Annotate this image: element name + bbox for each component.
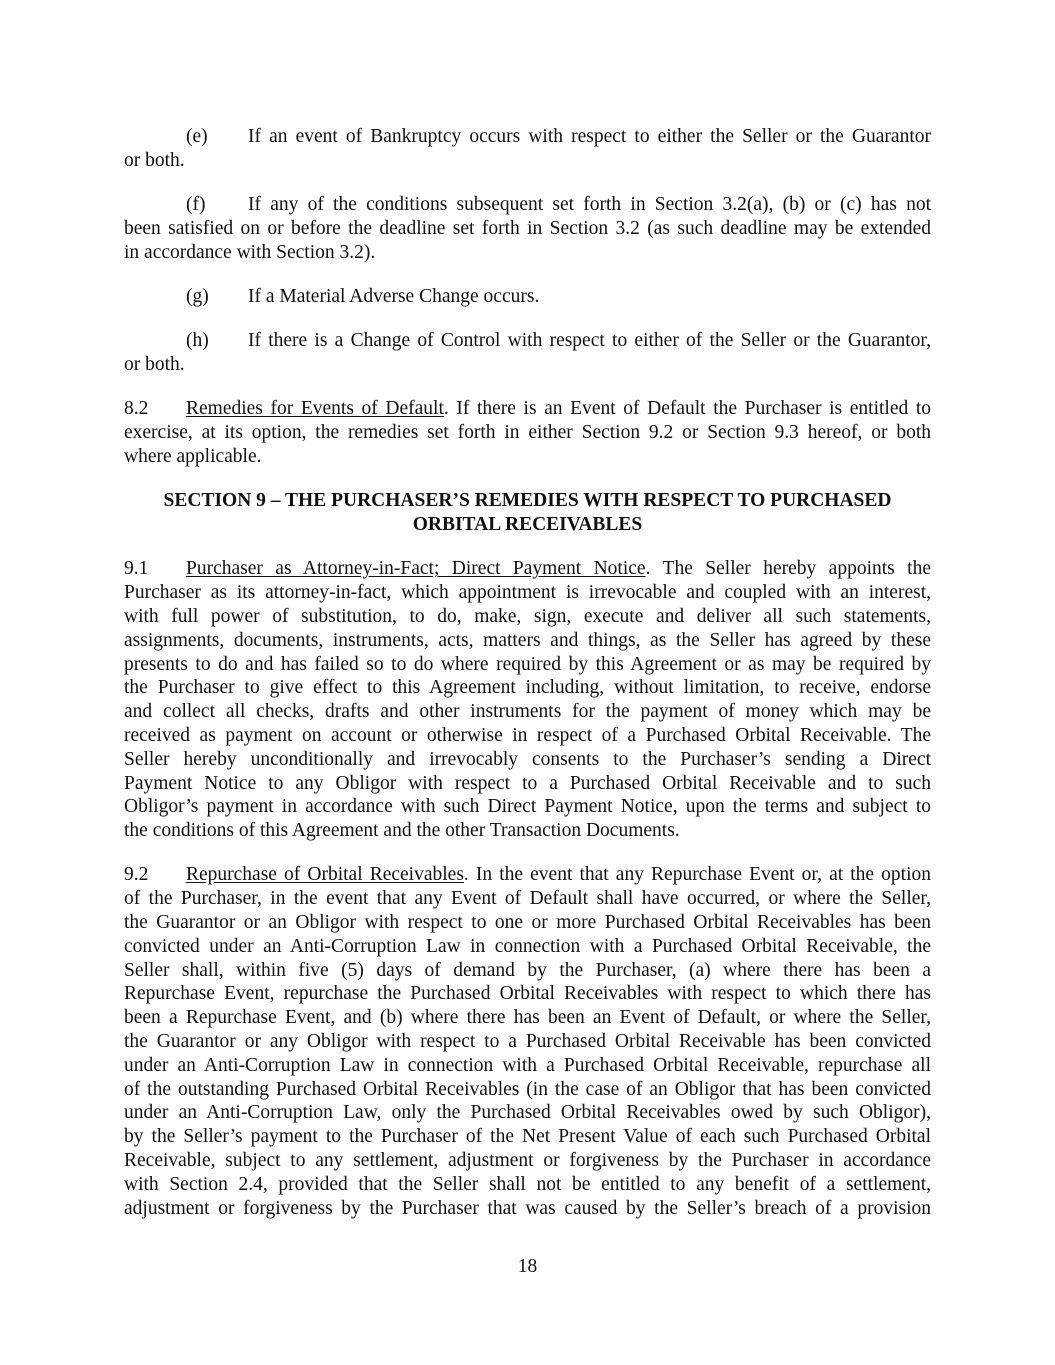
text-line [124,421,931,445]
line-text: adjustment or forgiveness by the Purchaser that was caused by the Seller’s breach of a provision [124,1197,931,1219]
text-line [124,700,931,724]
line-text: or both. [124,149,185,171]
text-line [124,935,931,959]
line-text: Repurchase Event, repurchase the Purchased Orbital Receivables with respect to which there has [124,983,931,1005]
text-line [124,241,931,265]
text-line [124,1030,931,1054]
text-line [124,217,931,241]
line-text: convicted under an Anti-Corruption Law in connection with a Purchased Orbital Receivable, the [124,935,931,957]
text-line [124,1173,931,1197]
line-text: or both. [124,354,185,376]
text-line [124,629,931,653]
text-line [124,1006,931,1030]
text-line [124,772,931,796]
text-line [124,285,931,309]
line-text: by the Seller’s payment to the Purchaser of the Net Present Value of each such Purchased Orbital [124,1126,931,1148]
line-text: If any of the conditions subsequent set forth in Section 3.2(a), (b) or (c) has not [248,194,931,216]
line-text: been a Repurchase Event, and (b) where there has been an Event of Default, or where the Seller, [124,1007,931,1029]
paragraph-label: (f) [186,194,206,216]
line-text: the Guarantor or an Obligor with respect to one or more Purchased Orbital Receivables has been [124,912,931,934]
text-line [124,329,931,353]
line-text: of the Purchaser, in the event that any Event of Default shall have occurred, or where the Seller, [124,888,931,910]
line-text: presents to do and has failed so to do where required by this Agreement or as may be required by [124,653,931,675]
line-text: the conditions of this Agreement and the other Transaction Documents. [124,820,680,842]
text-line [124,1078,931,1102]
page-number: 18 [517,1256,538,1277]
paragraph-h [124,329,931,377]
line-text: ORBITAL RECEIVABLES [412,514,643,536]
text-line [124,653,931,677]
paragraph-label: 8.2 [124,398,149,420]
text-line [124,445,931,469]
line-text: . If there is an Event of Default the Purchaser is entitled to [443,398,932,420]
text-line [124,149,931,173]
text-line [124,1125,931,1149]
line-text: with Section 2.4, provided that the Seller shall not be entitled to any benefit of a settlement, [124,1173,931,1195]
text-line [124,125,931,149]
paragraph-label: 9.2 [124,864,149,886]
paragraph-e [124,125,931,173]
line-text: the Guarantor or any Obligor with respect to a Purchased Orbital Receivable has been convicted [124,1031,931,1052]
text-line [124,353,931,377]
line-text: Seller hereby unconditionally and irrevocably consents to the Purchaser’s sending a Direct [124,748,931,770]
paragraph-label: (g) [186,285,209,307]
text-line [124,513,931,537]
line-text: Obligor’s payment in accordance with such Direct Payment Notice, upon the terms and subject to [124,796,931,818]
line-text: assignments, documents, instruments, acts, matters and things, as the Seller has agreed by these [124,629,931,651]
line-text: under an Anti-Corruption Law in connection with a Purchased Orbital Receivable, repurchase all [124,1054,931,1076]
line-text: SECTION 9 – THE PURCHASER’S REMEDIES WITH RESPECT TO PURCHASED [163,490,892,512]
text-line [124,863,931,887]
line-text: in accordance with Section 3.2). [124,241,376,263]
text-line [124,193,931,217]
text-line [124,795,931,819]
section-heading [124,489,931,537]
text-line [124,819,931,843]
paragraph-f [124,193,931,264]
text-line [124,557,931,581]
text-line [124,887,931,911]
line-text: Purchaser as its attorney-in-fact, which appointment is irrevocable and coupled with an interest, [124,582,931,604]
line-text: where applicable. [124,445,262,467]
text-line [124,1149,931,1173]
text-line [124,1101,931,1125]
line-text: under an Anti-Corruption Law, only the Purchased Orbital Receivables owed by such Obligor), [124,1102,931,1124]
paragraph-label: (e) [186,126,208,147]
line-text: If an event of Bankruptcy occurs with respect to either the Seller or the Guarantor [248,126,931,147]
paragraph-label: 9.1 [124,558,149,580]
paragraph-91 [124,557,931,843]
paragraph-heading: Remedies for Events of Default [186,398,444,420]
paragraph-heading: Purchaser as Attorney-in-Fact; Direct Payment Notice [186,558,646,580]
text-line [124,489,931,513]
line-text: of the outstanding Purchased Orbital Receivables (in the case of an Obligor that has been convicted [124,1078,931,1100]
line-text: . In the event that any Repurchase Event or, at the option [463,864,931,886]
text-line [124,581,931,605]
text-line [124,676,931,700]
text-line [124,397,931,421]
text-line [124,982,931,1006]
line-text: exercise, at its option, the remedies set forth in either Section 9.2 or Section 9.3 hereof, or both [124,422,931,444]
line-text: Payment Notice to any Obligor with respect to a Purchased Orbital Receivable and to such [124,772,931,794]
line-text: If there is a Change of Control with respect to either of the Seller or the Guarantor, [248,330,931,352]
paragraph-82 [124,397,931,468]
text-line [124,605,931,629]
line-text: Seller shall, within five (5) days of demand by the Purchaser, (a) where there has been a [124,959,931,981]
line-text: been satisfied on or before the deadline set forth in Section 3.2 (as such deadline may be extended [124,217,931,239]
paragraph-92 [124,863,931,1220]
line-text: received as payment on account or otherwise in respect of a Purchased Orbital Receivable. The [124,724,931,746]
text-line [124,1054,931,1078]
text-line [124,959,931,983]
text-line [124,748,931,772]
text-line [124,724,931,748]
line-text: the Purchaser to give effect to this Agreement including, without limitation, to receive, endorse [124,677,931,699]
paragraph-g [124,285,931,309]
line-text: with full power of substitution, to do, make, sign, execute and deliver all such statements, [124,605,931,627]
paragraph-label: (h) [186,330,209,352]
line-text: If a Material Adverse Change occurs. [248,285,540,307]
line-text: Receivable, subject to any settlement, adjustment or forgiveness by the Purchaser in accordance [124,1149,931,1171]
text-line [124,1197,931,1221]
paragraph-heading: Repurchase of Orbital Receivables [186,864,464,886]
line-text: and collect all checks, drafts and other instruments for the payment of money which may be [124,701,931,723]
line-text: . The Seller hereby appoints the [645,558,931,580]
text-line [124,911,931,935]
document-body [124,125,931,1241]
